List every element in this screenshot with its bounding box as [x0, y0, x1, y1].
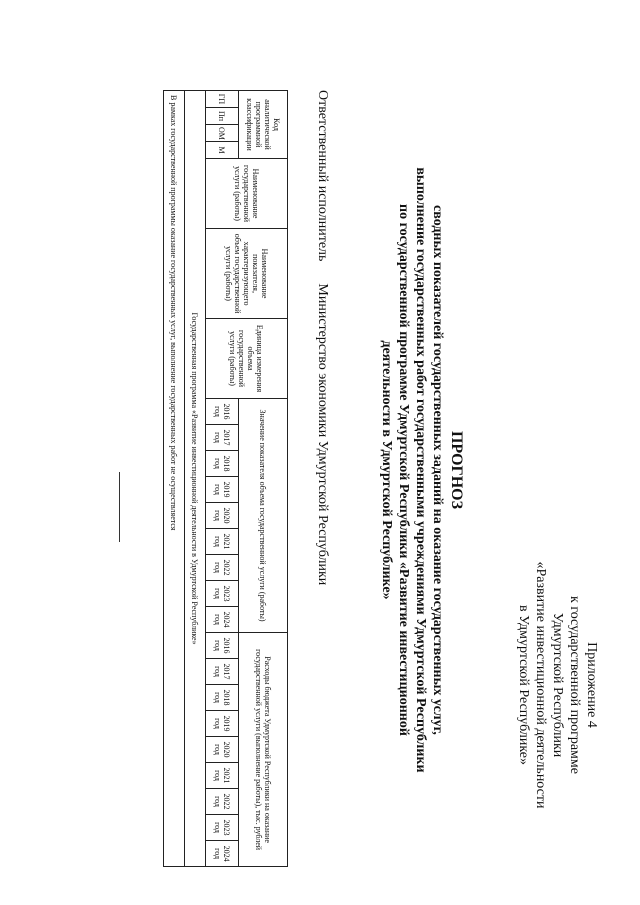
title-line: выполнение государственных работ государственными учреждениями Удмуртской Республики [413, 167, 428, 773]
appendix-line: в Удмуртской Республике» [516, 604, 531, 766]
title-line: по государственной программе Удмуртской Республики «Развитие инвестиционной [396, 204, 411, 736]
volume-year: 2018 год [206, 451, 239, 477]
title-line: сводных показателей государственных заданий на оказание государственных услуг, [430, 205, 445, 735]
separator-line [119, 472, 120, 542]
expenses-year: 2021 год [206, 763, 239, 789]
header-volume: Значение показателя объема государственной услуги (работы) [239, 399, 288, 633]
expenses-year: 2017 год [206, 659, 239, 685]
responsible-executor [314, 90, 330, 585]
volume-year: 2022 год [206, 555, 239, 581]
forecast-table [163, 90, 288, 867]
header-code-gp: ГП [206, 91, 239, 108]
header-code-pp: Пп [206, 108, 239, 125]
program-name: Государственная программа «Развитие инвестиционной деятельности в Удмуртской Республике» [185, 91, 206, 867]
volume-year: 2016 год [206, 399, 239, 425]
executor-label: Ответственный исполнитель [315, 90, 330, 262]
title-line: деятельности в Удмуртской Республике» [379, 340, 394, 600]
title-heading: ПРОГНОЗ [448, 430, 465, 510]
header-indicator-name: Наименование показателя, характеризующего объем государственной услуги (работы) [206, 229, 288, 319]
program-row [185, 91, 206, 867]
volume-year: 2021 год [206, 529, 239, 555]
volume-year: 2020 год [206, 503, 239, 529]
header-code-om: ОМ [206, 125, 239, 142]
header-unit: Единица измерения объема государственной услуги (работы) [206, 319, 288, 399]
program-note: В рамках государственной программы оказание государственных услуг, выполнение государственных работ не осуществляется [164, 91, 185, 867]
header-service-name: Наименование государственной услуги (работы) [206, 159, 288, 229]
volume-year: 2023 год [206, 581, 239, 607]
expenses-year: 2023 год [206, 815, 239, 841]
expenses-year: 2020 год [206, 737, 239, 763]
appendix-line: Приложение 4 [584, 642, 599, 728]
executor-value: Министерство экономики Удмуртской Республики [315, 283, 330, 586]
expenses-year: 2019 год [206, 711, 239, 737]
header-code-m: М [206, 142, 239, 159]
appendix-line: к государственной программе [567, 596, 582, 774]
expenses-year: 2018 год [206, 685, 239, 711]
expenses-year: 2022 год [206, 789, 239, 815]
volume-year: 2024 год [206, 607, 239, 633]
header-code: Код аналитической программной классификации [239, 91, 288, 159]
header-expenses: Расходы бюджета Удмуртской Республики на оказание государственной услуги (выполнение работы), тыс. рублей [239, 633, 288, 867]
note-row [164, 91, 185, 867]
volume-year: 2019 год [206, 477, 239, 503]
table-header-row [239, 91, 288, 867]
expenses-year: 2024 год [206, 841, 239, 867]
document-title [378, 120, 465, 820]
appendix-header [515, 505, 600, 865]
expenses-year: 2016 год [206, 633, 239, 659]
appendix-line: «Развитие инвестиционной деятельности [533, 561, 548, 809]
appendix-line: Удмуртской Республики [550, 612, 565, 758]
volume-year: 2017 год [206, 425, 239, 451]
